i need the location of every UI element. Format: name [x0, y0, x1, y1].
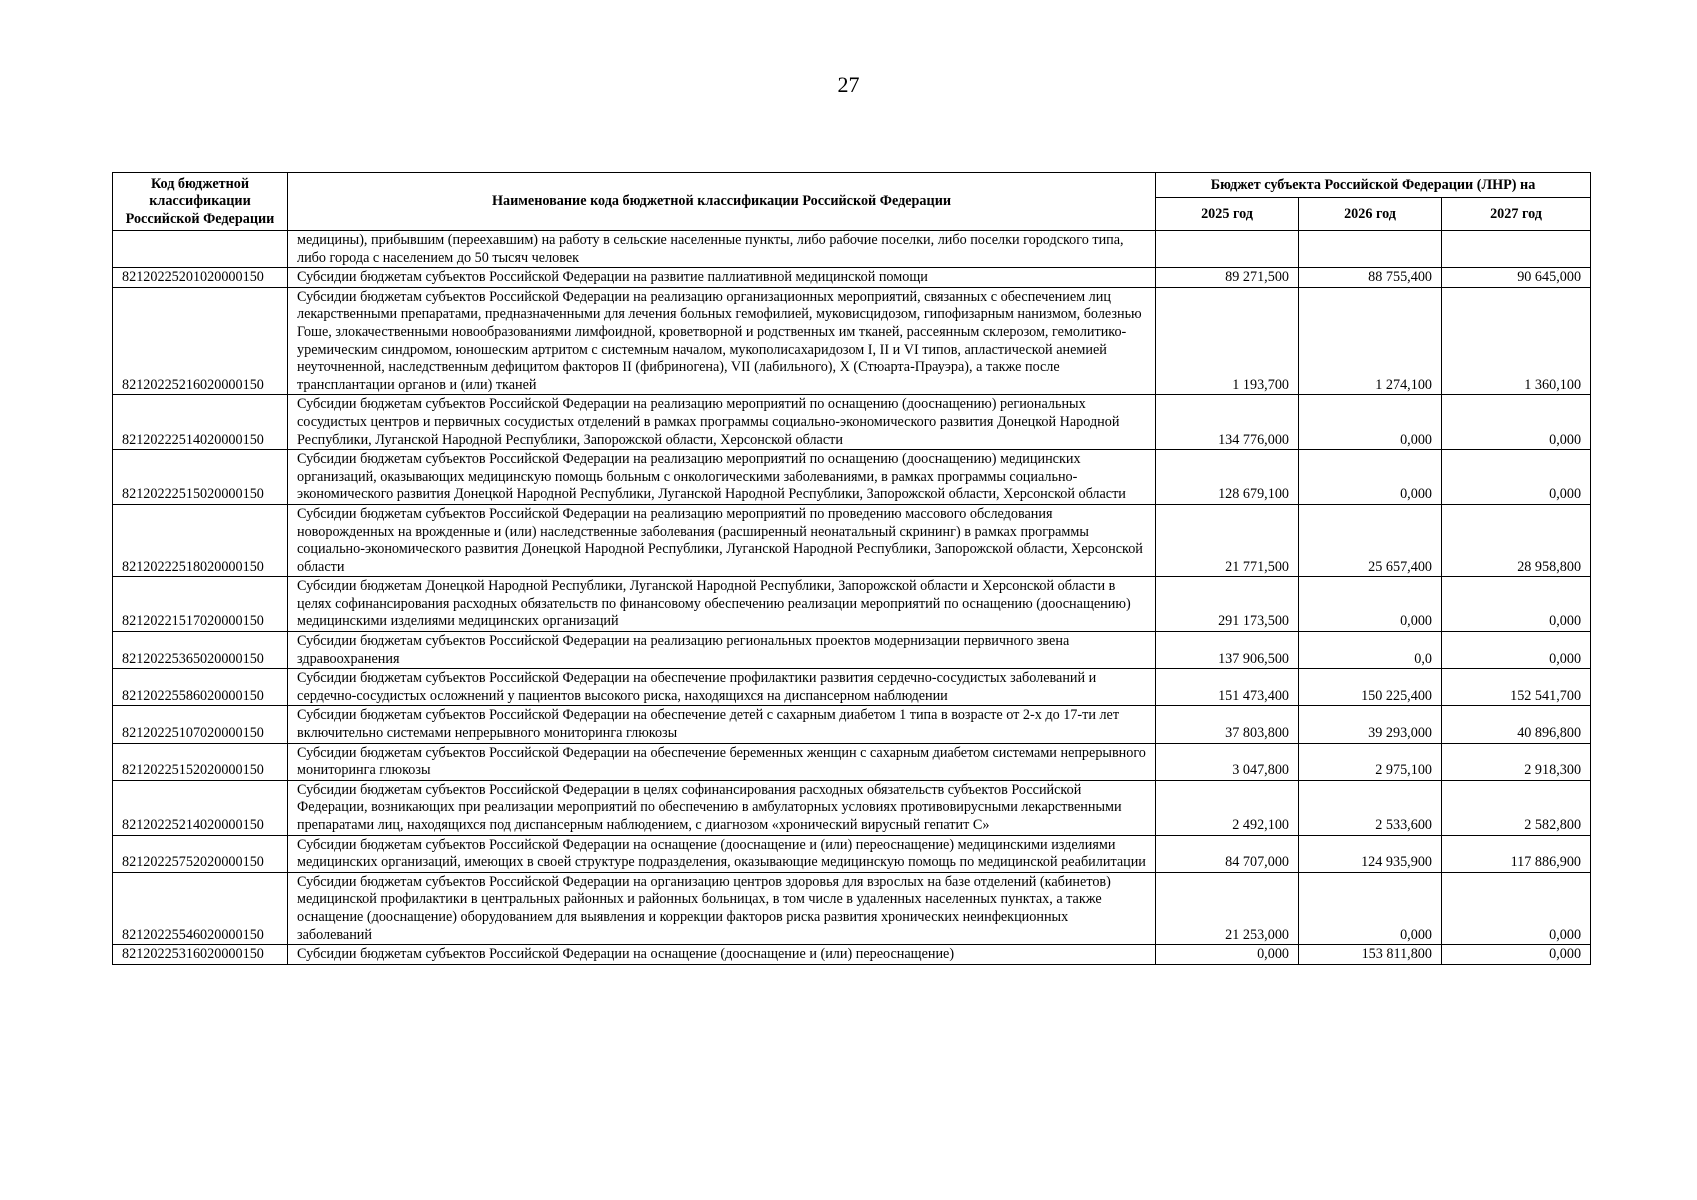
header-year-2027: 2027 год	[1442, 198, 1591, 231]
cell-2026: 0,000	[1299, 872, 1442, 944]
table-header	[113, 173, 1591, 231]
cell-2026: 0,000	[1299, 577, 1442, 632]
cell-2026: 0,000	[1299, 395, 1442, 450]
cell-code	[113, 231, 288, 268]
budget-table	[112, 172, 1591, 965]
cell-name: Субсидии бюджетам субъектов Российской Федерации на оснащение (дооснащение и (или) переоснащение) медицинскими изделиями медицинских организаций, имеющих в своей структуре подразделения, оказывающие медицинскую помощь по медицинской реабилитации	[288, 835, 1156, 872]
table-row	[113, 706, 1591, 743]
cell-2027: 2 582,800	[1442, 780, 1591, 835]
cell-code: 82120225214020000150	[113, 780, 288, 835]
table-row	[113, 835, 1591, 872]
header-code: Код бюджетной классификации Российской Федерации	[113, 173, 288, 231]
cell-2027: 0,000	[1442, 945, 1591, 965]
page-number: 27	[837, 72, 860, 97]
cell-2026: 39 293,000	[1299, 706, 1442, 743]
cell-2025: 134 776,000	[1156, 395, 1299, 450]
cell-2027: 0,000	[1442, 450, 1591, 505]
table-row	[113, 743, 1591, 780]
table-row	[113, 577, 1591, 632]
cell-2027	[1442, 231, 1591, 268]
cell-2027: 0,000	[1442, 395, 1591, 450]
cell-code: 82120222518020000150	[113, 504, 288, 576]
table-row	[113, 632, 1591, 669]
cell-name: Субсидии бюджетам субъектов Российской Федерации на обеспечение беременных женщин с сахарным диабетом системами непрерывного мониторинга глюкозы	[288, 743, 1156, 780]
cell-2027: 152 541,700	[1442, 669, 1591, 706]
table-row	[113, 945, 1591, 965]
cell-2025: 21 771,500	[1156, 504, 1299, 576]
cell-2027: 1 360,100	[1442, 287, 1591, 395]
cell-name: Субсидии бюджетам субъектов Российской Федерации на обеспечение детей с сахарным диабетом 1 типа в возрасте от 2-х до 17-ти лет включительно системами непрерывного мониторинга глюкозы	[288, 706, 1156, 743]
table-row	[113, 504, 1591, 576]
cell-name: Субсидии бюджетам субъектов Российской Федерации на реализацию мероприятий по оснащению (дооснащению) региональных сосудистых центров и первичных сосудистых отделений в рамках программы социально-экономического развития Донецкой Народной Республики, Луганской Народной Республики, Запорожской области, Херсонской области	[288, 395, 1156, 450]
cell-2025: 3 047,800	[1156, 743, 1299, 780]
table-row	[113, 780, 1591, 835]
table-row	[113, 872, 1591, 944]
cell-2027: 0,000	[1442, 872, 1591, 944]
cell-2025: 84 707,000	[1156, 835, 1299, 872]
cell-2026: 153 811,800	[1299, 945, 1442, 965]
cell-2025: 151 473,400	[1156, 669, 1299, 706]
cell-code: 82120225365020000150	[113, 632, 288, 669]
cell-2026: 150 225,400	[1299, 669, 1442, 706]
cell-name: Субсидии бюджетам субъектов Российской Федерации на реализацию организационных мероприятий, связанных с обеспечением лиц лекарственными препаратами, предназначенными для лечения больных гемофилией, муковисцидозом, гипофизарным нанизмом, болезнью Гоше, злокачественными новообразованиями лимфоидной, кроветворной и родственных им тканей, рассеянным склерозом, гемолитико-уремическим синдромом, юношеским артритом с системным началом, мукополисахаридозом I, II и VI типов, апластической анемией неуточненной, наследственным дефицитом факторов II (фибриногена), VII (лабильного), X (Стюарта-Прауэра), а также после трансплантации органов и (или) тканей	[288, 287, 1156, 395]
cell-name: Субсидии бюджетам субъектов Российской Федерации на развитие паллиативной медицинской помощи	[288, 268, 1156, 288]
cell-2026: 1 274,100	[1299, 287, 1442, 395]
cell-code: 82120221517020000150	[113, 577, 288, 632]
header-budget-group: Бюджет субъекта Российской Федерации (ЛНР) на	[1156, 173, 1591, 198]
cell-2026: 25 657,400	[1299, 504, 1442, 576]
cell-2027: 90 645,000	[1442, 268, 1591, 288]
cell-2026: 2 533,600	[1299, 780, 1442, 835]
cell-code: 82120222515020000150	[113, 450, 288, 505]
cell-code: 82120225546020000150	[113, 872, 288, 944]
cell-2027: 40 896,800	[1442, 706, 1591, 743]
table-row	[113, 268, 1591, 288]
cell-2026: 0,000	[1299, 450, 1442, 505]
cell-2025: 291 173,500	[1156, 577, 1299, 632]
cell-2025: 137 906,500	[1156, 632, 1299, 669]
cell-2027: 28 958,800	[1442, 504, 1591, 576]
cell-code: 82120225586020000150	[113, 669, 288, 706]
cell-2026: 2 975,100	[1299, 743, 1442, 780]
cell-2027: 0,000	[1442, 632, 1591, 669]
cell-2025: 128 679,100	[1156, 450, 1299, 505]
cell-2027: 0,000	[1442, 577, 1591, 632]
cell-code: 82120225152020000150	[113, 743, 288, 780]
cell-name: Субсидии бюджетам субъектов Российской Федерации в целях софинансирования расходных обязательств субъектов Российской Федерации, возникающих при реализации мероприятий по обеспечению в амбулаторных условиях противовирусными лекарственными препаратами лиц, находящихся под диспансерным наблюдением, с диагнозом «хронический вирусный гепатит С»	[288, 780, 1156, 835]
cell-name: Субсидии бюджетам субъектов Российской Федерации на организацию центров здоровья для взрослых на базе отделений (кабинетов) медицинской профилактики в центральных районных и районных больницах, в том числе в удаленных населенных пунктах, а также оснащение (дооснащение) оборудованием для выявления и коррекции факторов риска развития хронических неинфекционных заболеваний	[288, 872, 1156, 944]
cell-2025: 37 803,800	[1156, 706, 1299, 743]
cell-2025: 1 193,700	[1156, 287, 1299, 395]
cell-2025: 0,000	[1156, 945, 1299, 965]
cell-2026: 124 935,900	[1299, 835, 1442, 872]
cell-2027: 2 918,300	[1442, 743, 1591, 780]
cell-2025: 89 271,500	[1156, 268, 1299, 288]
cell-code: 82120225107020000150	[113, 706, 288, 743]
header-year-2026: 2026 год	[1299, 198, 1442, 231]
cell-2026	[1299, 231, 1442, 268]
cell-name: Субсидии бюджетам субъектов Российской Федерации на реализацию региональных проектов модернизации первичного звена здравоохранения	[288, 632, 1156, 669]
cell-2027: 117 886,900	[1442, 835, 1591, 872]
cell-code: 82120222514020000150	[113, 395, 288, 450]
cell-code: 82120225201020000150	[113, 268, 288, 288]
cell-code: 82120225216020000150	[113, 287, 288, 395]
cell-name: Субсидии бюджетам субъектов Российской Федерации на реализацию мероприятий по оснащению (дооснащению) медицинских организаций, оказывающих медицинскую помощь больным с онкологическими заболеваниями, в рамках программы социально-экономического развития Донецкой Народной Республики, Луганской Народной Республики, Запорожской области, Херсонской области	[288, 450, 1156, 505]
table-row	[113, 669, 1591, 706]
cell-2025: 21 253,000	[1156, 872, 1299, 944]
table-row	[113, 287, 1591, 395]
cell-name: Субсидии бюджетам Донецкой Народной Республики, Луганской Народной Республики, Запорожской области и Херсонской области в целях софинансирования расходных обязательств по финансовому обеспечению реализации мероприятий по оснащению (дооснащению) медицинскими изделиями медицинских организаций	[288, 577, 1156, 632]
cell-2026: 0,0	[1299, 632, 1442, 669]
cell-code: 82120225752020000150	[113, 835, 288, 872]
cell-name: Субсидии бюджетам субъектов Российской Федерации на реализацию мероприятий по проведению массового обследования новорожденных на врожденные и (или) наследственные заболевания (расширенный неонатальный скрининг) в рамках программы социально-экономического развития Донецкой Народной Республики, Луганской Народной Республики, Запорожской области, Херсонской области	[288, 504, 1156, 576]
cell-2026: 88 755,400	[1299, 268, 1442, 288]
table-row	[113, 231, 1591, 268]
header-name: Наименование кода бюджетной классификации Российской Федерации	[288, 173, 1156, 231]
table-row	[113, 450, 1591, 505]
cell-name: Субсидии бюджетам субъектов Российской Федерации на обеспечение профилактики развития сердечно-сосудистых заболеваний и сердечно-сосудистых осложнений у пациентов высокого риска, находящихся на диспансерном наблюдении	[288, 669, 1156, 706]
cell-code: 82120225316020000150	[113, 945, 288, 965]
table-body	[113, 231, 1591, 965]
header-year-2025: 2025 год	[1156, 198, 1299, 231]
cell-name: медицины), прибывшим (переехавшим) на работу в сельские населенные пункты, либо рабочие поселки, либо поселки городского типа, либо города с населением до 50 тысяч человек	[288, 231, 1156, 268]
cell-2025: 2 492,100	[1156, 780, 1299, 835]
table-row	[113, 395, 1591, 450]
cell-name: Субсидии бюджетам субъектов Российской Федерации на оснащение (дооснащение и (или) переоснащение)	[288, 945, 1156, 965]
cell-2025	[1156, 231, 1299, 268]
